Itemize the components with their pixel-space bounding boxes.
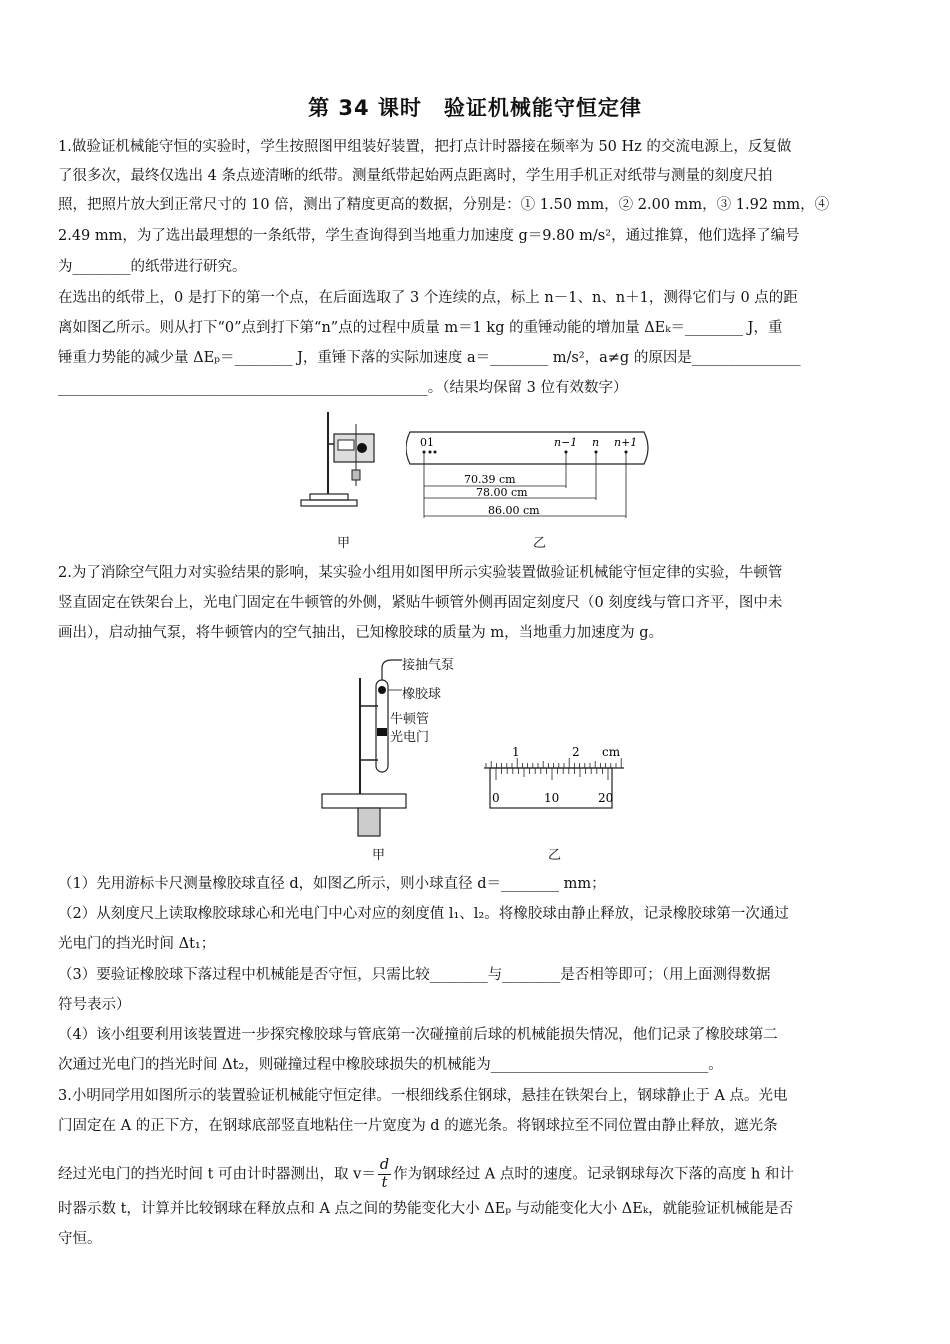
figure1-label-jia: 甲 [337, 536, 351, 551]
figure-ticker-timer-apparatus [296, 404, 386, 524]
q1-line-5: 为________的纸带进行研究。 [58, 259, 247, 275]
distance-label-n-plus-1: 86.00 cm [488, 504, 540, 517]
q2-sub-1: （1）先用游标卡尺测量橡胶球直径 d，如图乙所示，则小球直径 d＝________ mm； [58, 876, 606, 892]
distance-label-n-minus-1: 70.39 cm [464, 473, 516, 486]
label-rubber-ball: 橡胶球 [402, 687, 442, 702]
q1-line-7: 离如图乙所示。则从打下“0”点到打下第“n”点的过程中质量 m＝1 kg 的重锤动能的增加量 ΔEₖ＝________ J，重 [58, 320, 783, 336]
figure-newton-tube-apparatus [318, 650, 458, 840]
q3-line-2: 门固定在 A 的正下方，在钢球底部竖直地粘住一片宽度为 d 的遮光条。将钢球拉至不同位置由静止释放，遮光条 [58, 1118, 778, 1134]
tape-label-n: n [592, 436, 600, 449]
main-scale-1: 1 [512, 745, 520, 759]
main-scale-unit: cm [602, 745, 621, 759]
tape-label-0: 0 [420, 436, 427, 449]
q1-line-8: 锤重力势能的减少量 ΔEₚ＝________ J，重锤下落的实际加速度 a＝________ m/s²，a≠g 的原因是_______________ [58, 350, 801, 366]
q2-sub-3b: 符号表示） [58, 997, 131, 1013]
tape-label-n-plus-1: n+1 [614, 436, 638, 449]
q1-line-3: 照，把照片放大到正常尺寸的 10 倍，测出了精度更高的数据，分别是：① 1.50 mm，② 2.00 mm，③ 1.92 mm，④ [58, 197, 830, 213]
vernier-scale-10: 10 [544, 791, 560, 805]
figure-paper-tape [406, 426, 656, 526]
q1-line-4: 2.49 mm，为了选出最理想的一条纸带，学生查询得到当地重力加速度 g＝9.80 m/s²，通过推算，他们选择了编号 [58, 228, 800, 244]
q2-line-2: 竖直固定在铁架台上，光电门固定在牛顿管的外侧，紧贴牛顿管外侧再固定刻度尺（0 刻度线与管口齐平，图中未 [58, 595, 783, 611]
label-newton-tube: 牛顿管 [390, 712, 430, 727]
q3-line-5: 守恒。 [58, 1231, 102, 1247]
vernier-scale-20: 20 [598, 791, 614, 805]
q2-line-1: 2.为了消除空气阻力对实验结果的影响，某实验小组用如图甲所示实验装置做验证机械能守恒定律的实验，牛顿管 [58, 565, 783, 581]
vernier-scale-0: 0 [492, 791, 500, 805]
distance-label-n: 78.00 cm [476, 486, 528, 499]
q1-line-6: 在选出的纸带上，0 是打下的第一个点，在后面选取了 3 个连续的点，标上 n－1、n、n＋1，测得它们与 0 点的距 [58, 290, 798, 306]
tape-label-n-minus-1: n−1 [554, 436, 578, 449]
figure2-label-jia: 甲 [372, 848, 386, 863]
figure2-label-yi: 乙 [548, 848, 562, 863]
q1-line-9: ___________________________________________________。（结果均保留 3 位有效数字） [58, 380, 628, 396]
q3-line-3 [58, 1157, 794, 1192]
tape-label-1: 1 [427, 436, 434, 449]
main-scale-2: 2 [572, 745, 580, 759]
q2-sub-3a: （3）要验证橡胶球下落过程中机械能是否守恒，只需比较________与________是否相等即可；（用上面测得数据 [58, 967, 771, 983]
q2-sub-4a: （4）该小组要利用该装置进一步探究橡胶球与管底第一次碰撞前后球的机械能损失情况，他们记录了橡胶球第二 [58, 1027, 778, 1043]
velocity-fraction [378, 1157, 391, 1192]
fraction-denominator: t [381, 1175, 388, 1191]
q3-line-1: 3.小明同学用如图所示的装置验证机械能守恒定律。一根细线系住钢球，悬挂在铁架台上，钢球静止于 A 点。光电 [58, 1088, 788, 1104]
q2-line-3: 画出），启动抽气泵，将牛顿管内的空气抽出，已知橡胶球的质量为 m，当地重力加速度为 g。 [58, 625, 663, 641]
figure1-label-yi: 乙 [533, 536, 547, 551]
label-photogate: 光电门 [390, 730, 430, 745]
q3-line-4: 时器示数 t，计算并比较钢球在释放点和 A 点之间的势能变化大小 ΔEₚ 与动能变化大小 ΔEₖ，就能验证机械能是否 [58, 1201, 794, 1217]
q1-line-2: 了很多次，最终仅选出 4 条点迹清晰的纸带。测量纸带起始两点距离时，学生用手机正对纸带与测量的刻度尺拍 [58, 168, 773, 184]
q2-sub-2a: （2）从刻度尺上读取橡胶球球心和光电门中心对应的刻度值 l₁、l₂。将橡胶球由静止释放，记录橡胶球第一次通过 [58, 906, 789, 922]
q2-sub-2b: 光电门的挡光时间 Δt₁； [58, 936, 216, 952]
q3-line-3-suffix: 作为钢球经过 A 点时的速度。记录钢球每次下落的高度 h 和计 [393, 1166, 794, 1183]
page-title: 第 34 课时 验证机械能守恒定律 [308, 96, 642, 120]
fraction-numerator: d [379, 1157, 390, 1173]
figure-vernier-caliper [480, 744, 630, 814]
q3-line-3-prefix: 经过光电门的挡光时间 t 可由计时器测出，取 v＝ [58, 1166, 376, 1183]
q2-sub-4b: 次通过光电门的挡光时间 Δt₂，则碰撞过程中橡胶球损失的机械能为______________________________。 [58, 1057, 723, 1073]
label-vacuum-pump: 接抽气泵 [402, 658, 455, 673]
q1-line-1: 1.做验证机械能守恒的实验时，学生按照图甲组装好装置，把打点计时器接在频率为 50 Hz 的交流电源上，反复做 [58, 139, 792, 155]
